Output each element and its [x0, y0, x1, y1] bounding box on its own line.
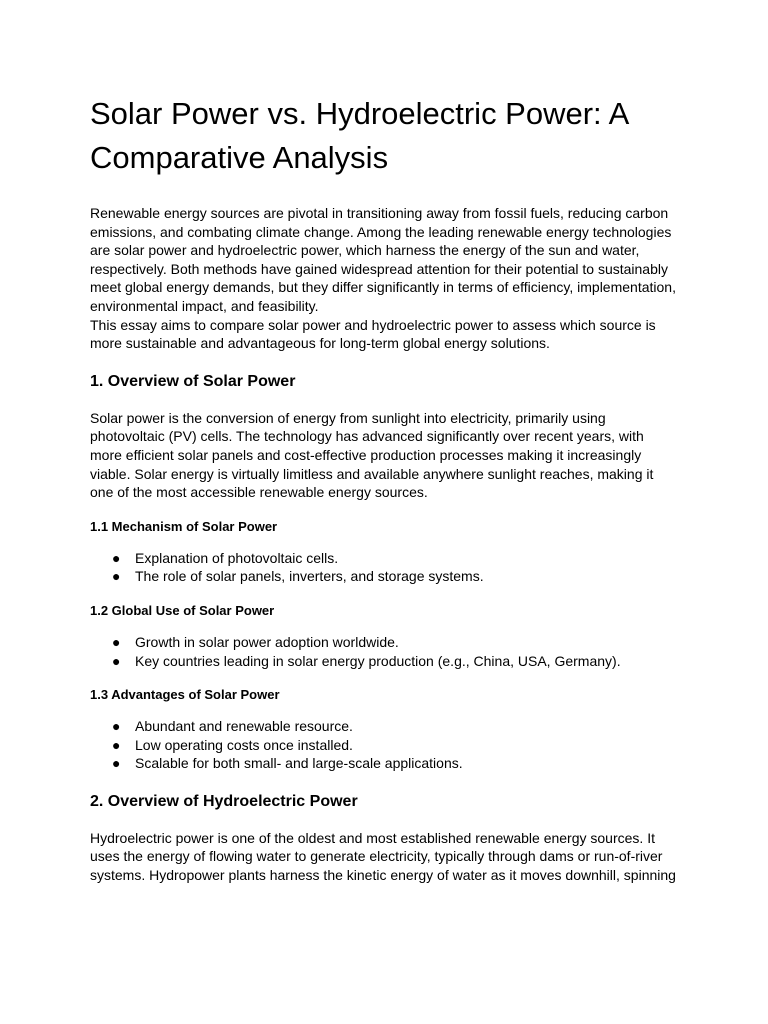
section-2-body: Hydroelectric power is one of the oldest and most established renewable energy sources. It uses the energy of flowing water to generate electricity, typically through dams or run-of-river systems. Hydropower plants harness the kinetic energy of water as it moves downhill, spinning	[90, 829, 676, 884]
subsection-1-3-heading: 1.3 Advantages of Solar Power	[90, 687, 280, 703]
list-item	[112, 717, 678, 736]
bullet-icon: ●	[112, 549, 121, 566]
list-item	[112, 652, 678, 671]
section-1-heading: 1. Overview of Solar Power	[90, 372, 296, 390]
list-item-text: Scalable for both small- and large-scale applications.	[135, 755, 463, 772]
list-item	[112, 633, 678, 652]
subsection-1-3-list	[90, 717, 678, 773]
intro-paragraph-2: This essay aims to compare solar power and hydroelectric power to assess which source is more sustainable and advantageous for long-term global energy solutions.	[90, 316, 656, 352]
list-item	[112, 549, 678, 568]
list-item-text: Abundant and renewable resource.	[135, 718, 353, 735]
list-item-text: Low operating costs once installed.	[135, 736, 353, 753]
section-2-heading: 2. Overview of Hydroelectric Power	[90, 792, 358, 810]
subsection-1-2-list	[90, 633, 678, 670]
bullet-icon: ●	[112, 652, 121, 669]
subsection-1-1-heading: 1.1 Mechanism of Solar Power	[90, 518, 278, 534]
subsection-1-1-list	[90, 549, 678, 586]
section-1-body: Solar power is the conversion of energy from sunlight into electricity, primarily using photovoltaic (PV) cells. The technology has advanced significantly over recent years, with more efficient solar panels and cost-effective production processes making it increasingly viable. Solar energy is virtually limitless and available anywhere sunlight reaches, making it one of the most accessible renewable energy sources.	[90, 409, 654, 501]
list-item-text: Growth in solar power adoption worldwide.	[135, 633, 399, 650]
intro-paragraph-1: Renewable energy sources are pivotal in transitioning away from fossil fuels, reducing carbon emissions, and combating climate change. Among the leading renewable energy technologies are solar power and hydroelectric power, which harness the energy of the sun and water, respectively. Both methods have gained widespread attention for their potential to sustainably meet global energy demands, but they differ significantly in terms of efficiency, implementation, environmental impact, and feasibility.	[90, 205, 676, 314]
bullet-icon: ●	[112, 568, 121, 585]
bullet-icon: ●	[112, 736, 121, 753]
bullet-icon: ●	[112, 718, 121, 735]
list-item-text: The role of solar panels, inverters, and storage systems.	[135, 568, 484, 585]
list-item	[112, 736, 678, 755]
list-item	[112, 567, 678, 586]
list-item-text: Explanation of photovoltaic cells.	[135, 549, 339, 566]
list-item-text: Key countries leading in solar energy production (e.g., China, USA, Germany).	[135, 652, 621, 669]
bullet-icon: ●	[112, 755, 121, 772]
document-title: Solar Power vs. Hydroelectric Power: A Comparative Analysis	[90, 96, 628, 175]
list-item	[112, 754, 678, 773]
bullet-icon: ●	[112, 633, 121, 650]
subsection-1-2-heading: 1.2 Global Use of Solar Power	[90, 602, 275, 618]
